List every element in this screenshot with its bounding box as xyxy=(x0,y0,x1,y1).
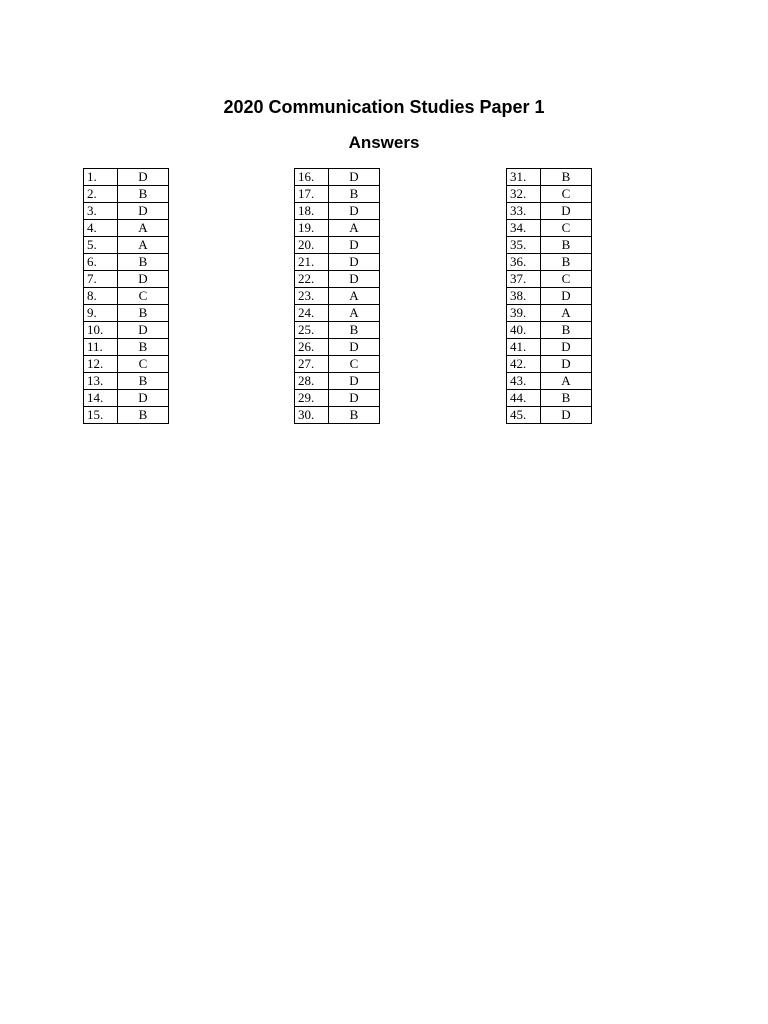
question-number: 35. xyxy=(507,237,541,254)
answer-letter: C xyxy=(541,220,592,237)
answer-row xyxy=(295,220,380,237)
answer-letter: C xyxy=(541,271,592,288)
answer-row xyxy=(507,407,592,424)
answer-row xyxy=(84,186,169,203)
question-number: 9. xyxy=(84,305,118,322)
answer-row xyxy=(295,271,380,288)
answer-letter: D xyxy=(329,169,380,186)
answer-letter: D xyxy=(329,254,380,271)
answer-letter: D xyxy=(329,373,380,390)
answer-row xyxy=(507,288,592,305)
question-number: 33. xyxy=(507,203,541,220)
answer-row xyxy=(84,271,169,288)
question-number: 5. xyxy=(84,237,118,254)
answer-letter: B xyxy=(329,186,380,203)
answer-row xyxy=(84,254,169,271)
answer-row xyxy=(295,390,380,407)
question-number: 17. xyxy=(295,186,329,203)
question-number: 21. xyxy=(295,254,329,271)
answer-row xyxy=(84,339,169,356)
answer-row xyxy=(295,203,380,220)
answer-row xyxy=(84,220,169,237)
question-number: 15. xyxy=(84,407,118,424)
question-number: 40. xyxy=(507,322,541,339)
answer-letter: C xyxy=(541,186,592,203)
question-number: 26. xyxy=(295,339,329,356)
answer-row xyxy=(84,288,169,305)
answer-row xyxy=(507,186,592,203)
question-number: 18. xyxy=(295,203,329,220)
question-number: 12. xyxy=(84,356,118,373)
answer-letter: D xyxy=(541,356,592,373)
question-number: 27. xyxy=(295,356,329,373)
answer-letter: D xyxy=(329,271,380,288)
question-number: 16. xyxy=(295,169,329,186)
answer-row xyxy=(507,390,592,407)
question-number: 32. xyxy=(507,186,541,203)
question-number: 31. xyxy=(507,169,541,186)
answer-row xyxy=(84,373,169,390)
answer-row xyxy=(295,407,380,424)
question-number: 37. xyxy=(507,271,541,288)
answer-letter: B xyxy=(541,322,592,339)
answer-letter: B xyxy=(541,169,592,186)
answer-letter: B xyxy=(118,407,169,424)
question-number: 19. xyxy=(295,220,329,237)
answer-letter: D xyxy=(118,390,169,407)
answer-letter: A xyxy=(329,220,380,237)
answer-row xyxy=(84,169,169,186)
answer-letter: D xyxy=(118,203,169,220)
page-title: 2020 Communication Studies Paper 1 xyxy=(223,97,545,117)
question-number: 14. xyxy=(84,390,118,407)
answer-row xyxy=(295,186,380,203)
answer-letter: B xyxy=(118,254,169,271)
answer-row xyxy=(507,169,592,186)
answer-row xyxy=(507,254,592,271)
answer-letter: B xyxy=(118,305,169,322)
answer-letter: D xyxy=(541,407,592,424)
answer-row xyxy=(84,237,169,254)
question-number: 1. xyxy=(84,169,118,186)
question-number: 34. xyxy=(507,220,541,237)
answer-letter: D xyxy=(329,203,380,220)
answer-row xyxy=(84,390,169,407)
question-number: 30. xyxy=(295,407,329,424)
answer-letter: D xyxy=(329,390,380,407)
question-number: 22. xyxy=(295,271,329,288)
answer-row xyxy=(295,254,380,271)
answer-letter: D xyxy=(118,322,169,339)
answer-letter: B xyxy=(118,373,169,390)
answer-row xyxy=(84,322,169,339)
answer-row xyxy=(507,203,592,220)
question-number: 39. xyxy=(507,305,541,322)
answer-letter: D xyxy=(118,271,169,288)
answer-letter: A xyxy=(329,305,380,322)
answer-letter: B xyxy=(118,186,169,203)
answer-letter: C xyxy=(118,288,169,305)
answer-row xyxy=(507,220,592,237)
question-number: 38. xyxy=(507,288,541,305)
question-number: 13. xyxy=(84,373,118,390)
question-number: 6. xyxy=(84,254,118,271)
answer-letter: A xyxy=(118,220,169,237)
answer-table-2 xyxy=(294,168,380,424)
answer-row xyxy=(507,237,592,254)
answer-table-1 xyxy=(83,168,169,424)
answer-letter: B xyxy=(118,339,169,356)
question-number: 11. xyxy=(84,339,118,356)
question-number: 4. xyxy=(84,220,118,237)
question-number: 3. xyxy=(84,203,118,220)
answer-letter: B xyxy=(329,322,380,339)
answer-row xyxy=(295,339,380,356)
answer-row xyxy=(507,339,592,356)
answer-row xyxy=(295,356,380,373)
question-number: 41. xyxy=(507,339,541,356)
question-number: 23. xyxy=(295,288,329,305)
answer-row xyxy=(507,305,592,322)
answer-letter: B xyxy=(541,254,592,271)
question-number: 20. xyxy=(295,237,329,254)
question-number: 8. xyxy=(84,288,118,305)
answer-row xyxy=(507,322,592,339)
answer-letter: D xyxy=(541,339,592,356)
page-subtitle: Answers xyxy=(348,133,420,152)
answer-letter: C xyxy=(118,356,169,373)
answer-row xyxy=(295,237,380,254)
answer-letter: A xyxy=(541,305,592,322)
answer-letter: D xyxy=(541,288,592,305)
answer-row xyxy=(84,203,169,220)
question-number: 2. xyxy=(84,186,118,203)
answer-letter: C xyxy=(329,356,380,373)
answer-row xyxy=(84,407,169,424)
answer-row xyxy=(507,373,592,390)
answer-row xyxy=(507,356,592,373)
answer-letter: D xyxy=(329,237,380,254)
answer-row xyxy=(84,356,169,373)
answer-row xyxy=(84,305,169,322)
answer-letter: D xyxy=(118,169,169,186)
answer-row xyxy=(295,169,380,186)
answer-letter: A xyxy=(541,373,592,390)
question-number: 28. xyxy=(295,373,329,390)
answer-row xyxy=(295,322,380,339)
answer-letter: D xyxy=(541,203,592,220)
question-number: 29. xyxy=(295,390,329,407)
answer-letter: D xyxy=(329,339,380,356)
answer-row xyxy=(295,373,380,390)
answer-letter: B xyxy=(541,390,592,407)
question-number: 24. xyxy=(295,305,329,322)
answer-letter: A xyxy=(118,237,169,254)
question-number: 25. xyxy=(295,322,329,339)
answer-letter: B xyxy=(329,407,380,424)
answer-row xyxy=(295,305,380,322)
question-number: 45. xyxy=(507,407,541,424)
question-number: 36. xyxy=(507,254,541,271)
question-number: 7. xyxy=(84,271,118,288)
answer-letter: B xyxy=(541,237,592,254)
answer-table-3 xyxy=(506,168,592,424)
question-number: 44. xyxy=(507,390,541,407)
question-number: 42. xyxy=(507,356,541,373)
question-number: 10. xyxy=(84,322,118,339)
answer-letter: A xyxy=(329,288,380,305)
answer-row xyxy=(295,288,380,305)
question-number: 43. xyxy=(507,373,541,390)
answer-row xyxy=(507,271,592,288)
